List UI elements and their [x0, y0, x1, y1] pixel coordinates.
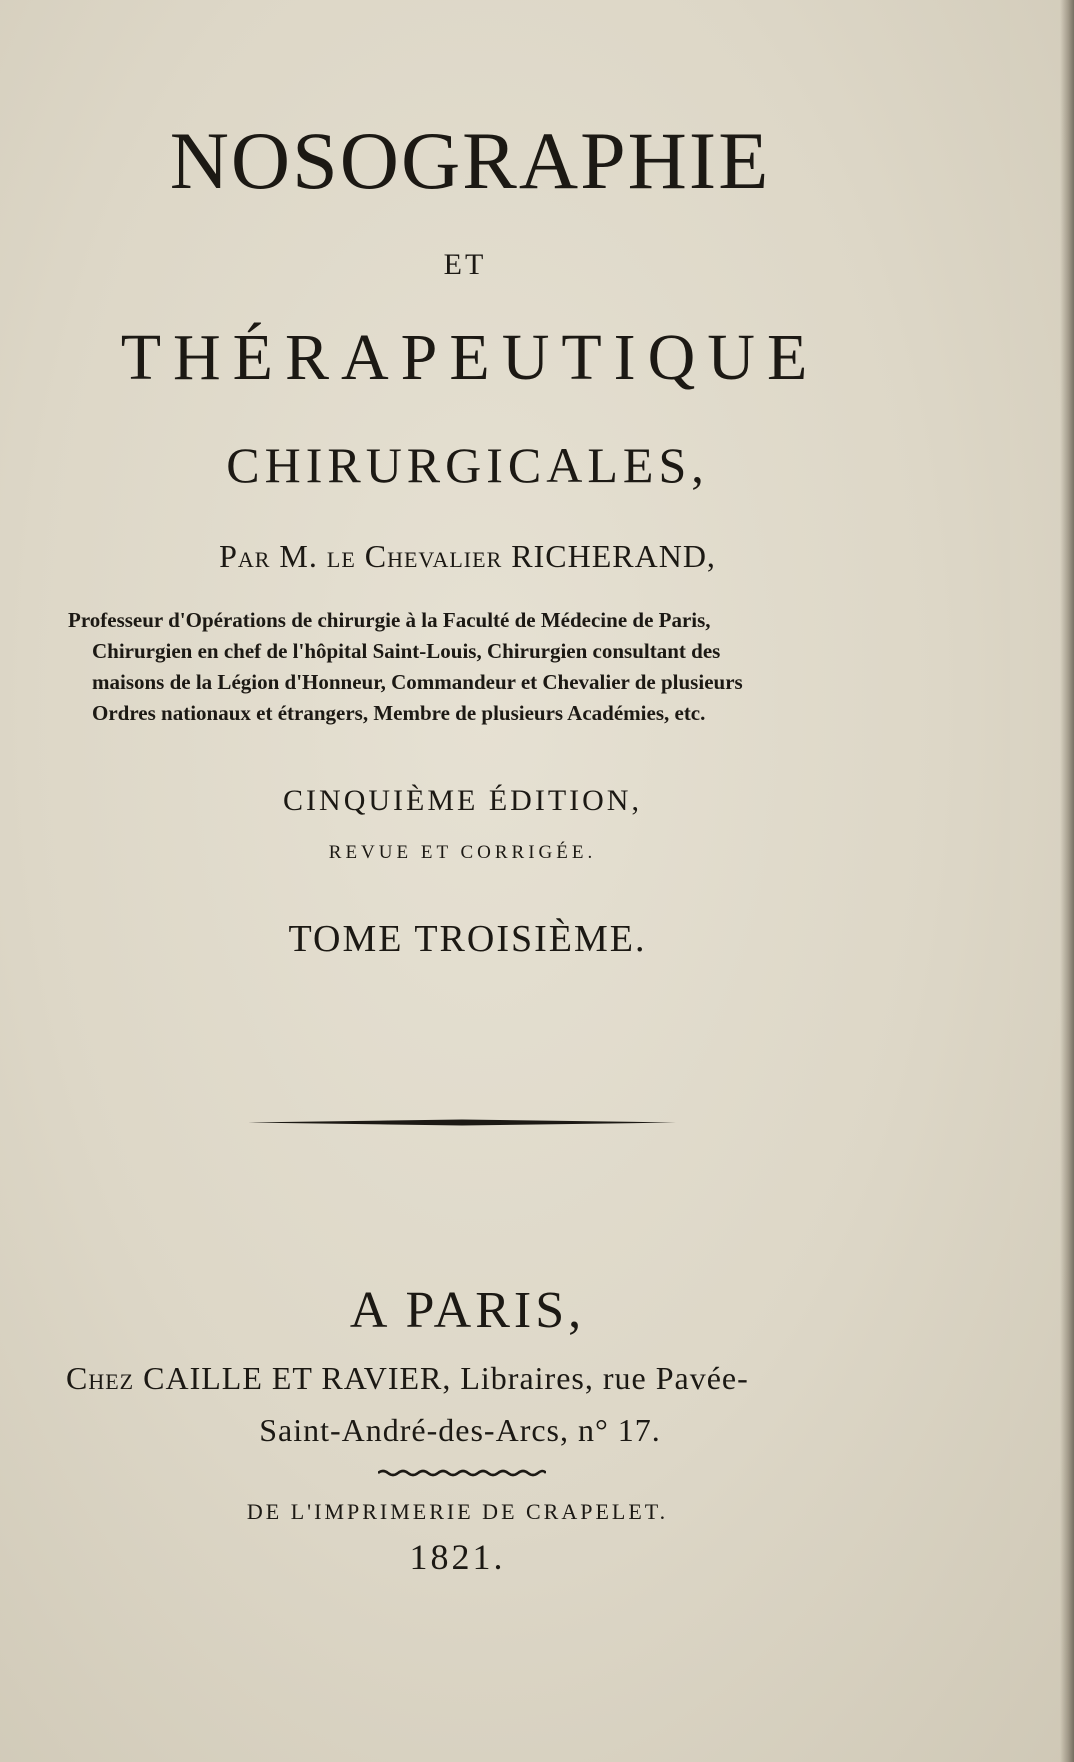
publisher-line-2: Saint-André-des-Arcs, n° 17. — [259, 1412, 661, 1448]
title-conjunction: ET — [443, 248, 487, 281]
publisher-name: CAILLE ET RAVIER, Libraires, rue Pavée- — [143, 1360, 749, 1396]
credential-line: Ordres nationaux et étrangers, Membre de plusieurs Académies, etc. — [92, 701, 706, 725]
credential-line: Professeur d'Opérations de chirurgie à la Faculté de Médecine de Paris, — [68, 608, 711, 632]
author-prefix: Par M. le Chevalier — [219, 538, 503, 574]
printer-line: DE L'IMPRIMERIE DE CRAPELET. — [246, 1499, 669, 1524]
book-title-third: CHIRURGICALES, — [226, 437, 709, 493]
publication-year: 1821. — [409, 1537, 506, 1577]
credential-line: Chirurgien en chef de l'hôpital Saint-Louis, Chirurgien consultant des — [92, 639, 721, 663]
book-title-second: THÉRAPEUTIQUE — [120, 321, 820, 394]
author-credentials — [68, 605, 878, 729]
divider-rule — [248, 1119, 676, 1126]
ornament-rule — [378, 1468, 546, 1478]
book-title: NOSOGRAPHIE — [169, 115, 771, 206]
author-name: RICHERAND, — [511, 538, 716, 574]
imprint-city: A PARIS, — [349, 1282, 586, 1339]
edition-note: REVUE ET CORRIGÉE. — [328, 842, 597, 863]
author-line — [0, 540, 935, 572]
page-edge-shadow — [1060, 0, 1074, 1762]
publisher-prefix: Chez — [66, 1360, 135, 1396]
publisher-line-1 — [66, 1362, 876, 1394]
edition-label: CINQUIÈME ÉDITION, — [283, 784, 642, 817]
volume-label: TOME TROISIÈME. — [288, 918, 647, 960]
credential-line: maisons de la Légion d'Honneur, Commandeur et Chevalier de plusieurs — [92, 670, 743, 694]
